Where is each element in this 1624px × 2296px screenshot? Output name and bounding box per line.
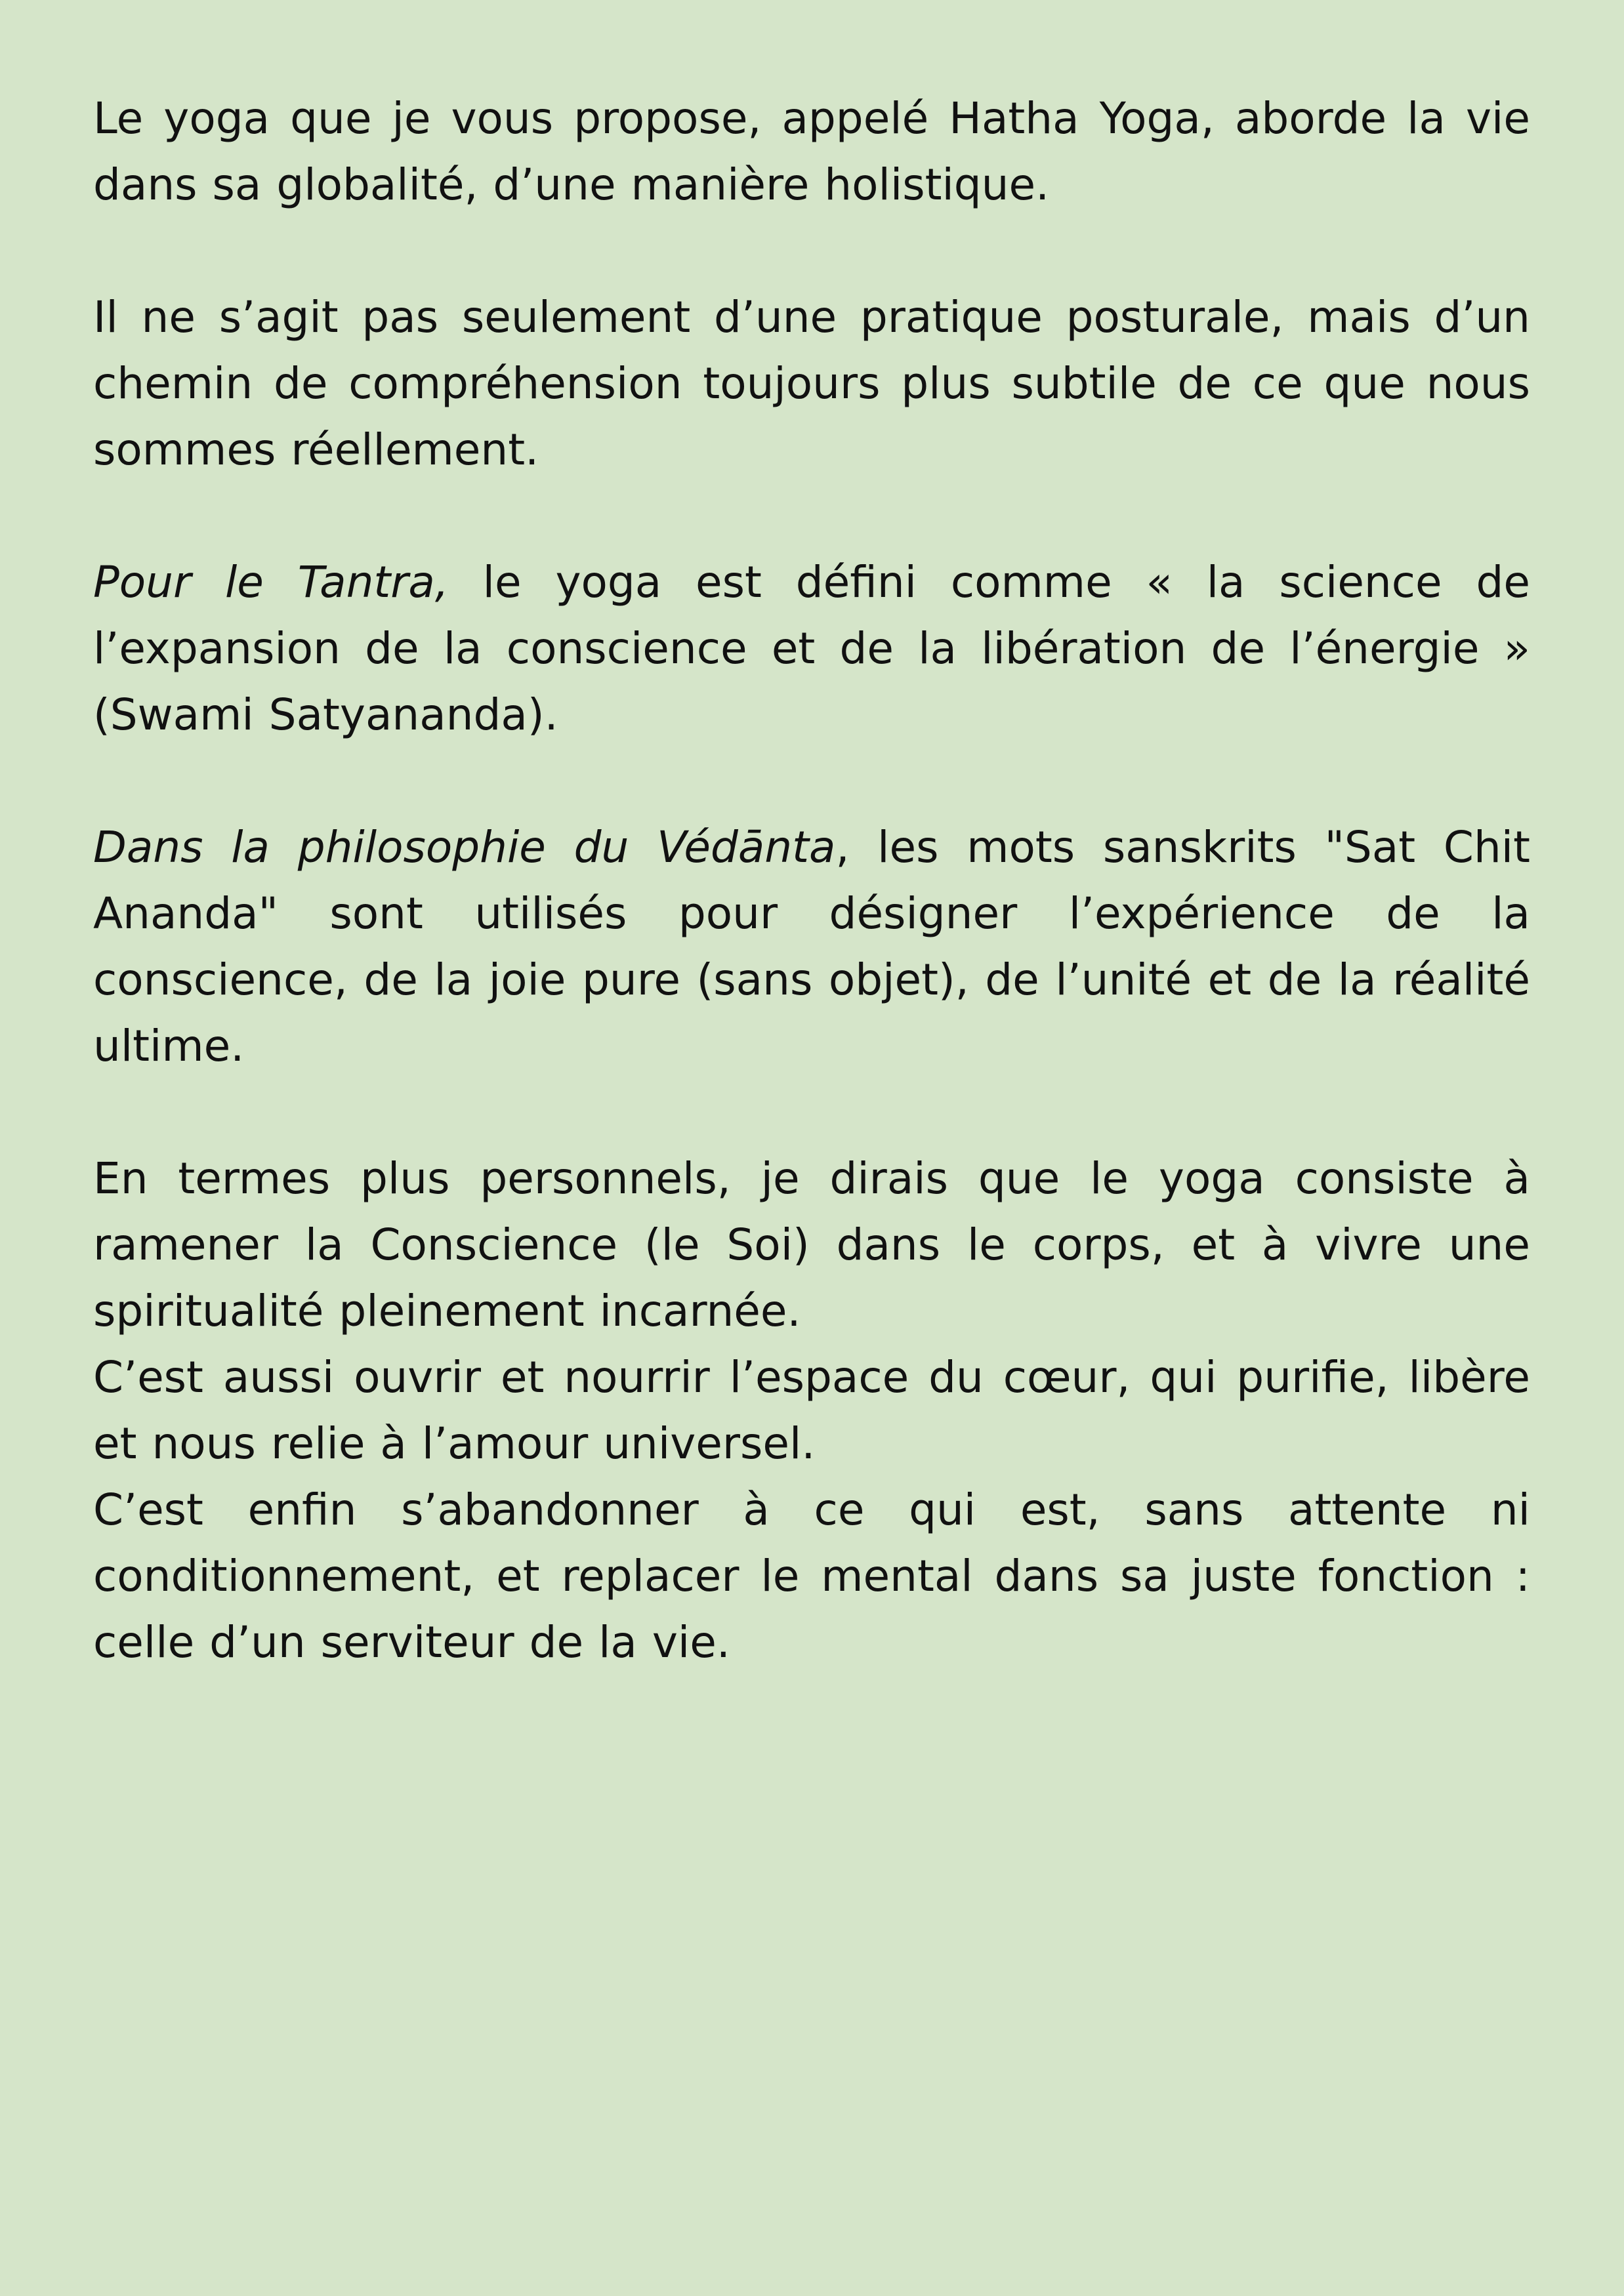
vedanta-text: , les mots sanskrits "Sat Chit Ananda" sont utilisés pour désigner l’expérience de la conscience, de la joie pure (sans objet), de l’unité et de la réalité ultime. (93, 822, 1530, 1071)
paragraph-hatha-yoga: Le yoga que je vous propose, appelé Hatha Yoga, aborde la vie dans sa globalité, d’une manière holistique. (93, 93, 1530, 210)
vedanta-italic-lead: Dans la philosophie du Védānta (93, 822, 836, 872)
paragraph-posturale: Il ne s’agit pas seulement d’une pratique posturale, mais d’un chemin de compréhension toujours plus subtile de ce que nous sommes réellement. (93, 292, 1530, 475)
tantra-italic-lead: Pour le Tantra, (93, 557, 449, 607)
document-body (93, 85, 1530, 1675)
paragraph-abandon: C’est enfin s’abandonner à ce qui est, sans attente ni conditionnement, et replacer le mental dans sa juste fonction : celle d’un serviteur de la vie. (93, 1485, 1530, 1668)
paragraph-vedanta (93, 814, 1530, 1079)
paragraph-coeur: C’est aussi ouvrir et nourrir l’espace du cœur, qui purifie, libère et nous relie à l’amour universel. (93, 1352, 1530, 1469)
paragraph-personal: En termes plus personnels, je dirais que le yoga consiste à ramener la Conscience (le Soi) dans le corps, et à vivre une spiritualité pleinement incarnée. (93, 1153, 1530, 1336)
paragraph-tantra (93, 549, 1530, 748)
tantra-text: le yoga est défini comme « la science de l’expansion de la conscience et de la libération de l’énergie » (Swami Satyananda). (93, 557, 1530, 740)
